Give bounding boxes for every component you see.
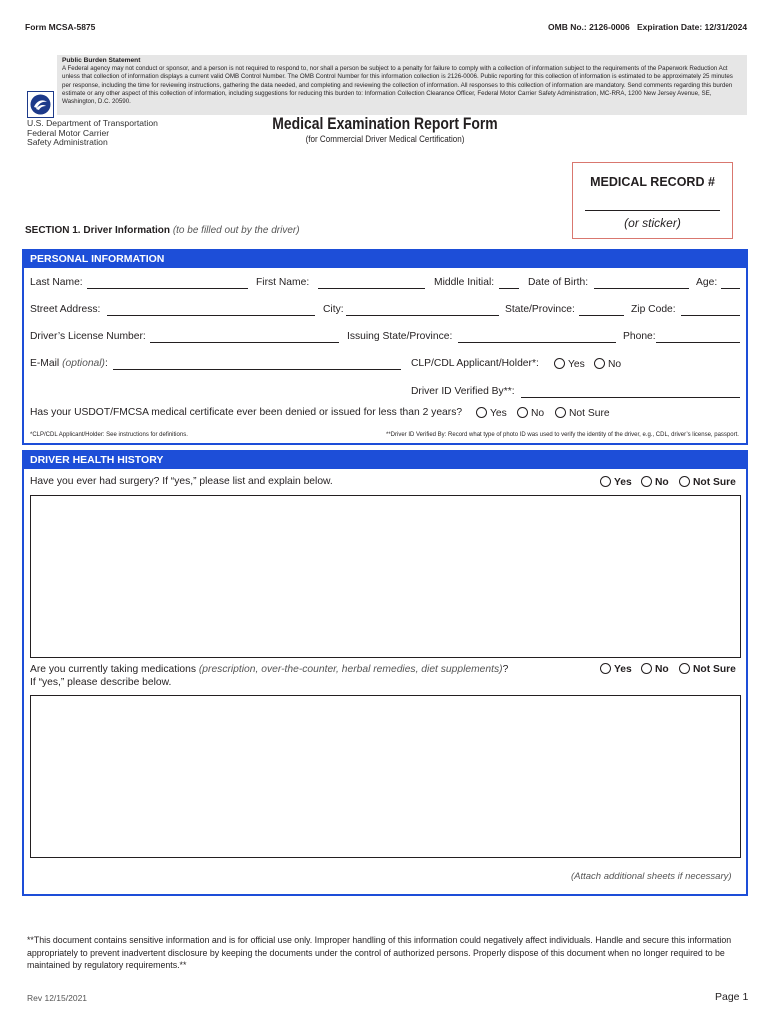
medications-not-sure-radio[interactable] (679, 663, 690, 674)
medications-yes-radio[interactable] (600, 663, 611, 674)
sticker-label: (or sticker) (624, 216, 681, 230)
medications-not-sure-label: Not Sure (693, 664, 736, 675)
medications-description-box[interactable] (30, 695, 741, 858)
denied-question: Has your USDOT/FMCSA medical certificate ever been denied or issued for less than 2 years? (30, 407, 463, 418)
agency-line-1: U.S. Department of Transportation (27, 118, 158, 128)
medications-not-sure-option[interactable] (679, 663, 736, 675)
surgery-yes-label: Yes (614, 477, 632, 488)
driver-health-history-heading: DRIVER HEALTH HISTORY (24, 452, 746, 469)
denied-no-label: No (531, 408, 545, 419)
zip-code-label: Zip Code: (631, 304, 676, 315)
surgery-not-sure-option[interactable] (679, 476, 736, 488)
denied-not-sure-option[interactable] (555, 407, 610, 419)
zip-code-field[interactable] (681, 315, 740, 316)
email-label (30, 358, 108, 369)
form-subtitle: (for Commercial Driver Medical Certification) (305, 134, 465, 145)
clp-no-radio[interactable] (594, 358, 605, 369)
date-of-birth-field[interactable] (594, 288, 689, 289)
license-number-label: Driver’s License Number: (30, 331, 146, 342)
clp-yes-option[interactable] (554, 358, 585, 370)
medications-no-label: No (655, 664, 669, 675)
surgery-no-label: No (655, 477, 669, 488)
clp-cdl-label: CLP/CDL Applicant/Holder*: (411, 358, 539, 369)
surgery-question: Have you ever had surgery? If “yes,” please list and explain below. (30, 476, 333, 487)
middle-initial-label: Middle Initial: (434, 277, 495, 288)
clp-no-label: No (608, 359, 622, 370)
city-field[interactable] (346, 315, 499, 316)
medications-no-option[interactable] (641, 663, 669, 675)
issuing-state-label: Issuing State/Province: (347, 331, 453, 342)
date-of-birth-label: Date of Birth: (528, 277, 589, 288)
form-title: Medical Examination Report Form (272, 114, 498, 133)
first-name-label: First Name: (256, 277, 310, 288)
driver-id-footnote: **Driver ID Verified By: Record what type of photo ID was used to verify the identity of the driver, e.g., CDL, driver’s license, passport. (386, 432, 739, 438)
surgery-yes-option[interactable] (600, 476, 632, 488)
clp-footnote: *CLP/CDL Applicant/Holder: See instructions for definitions. (30, 432, 188, 438)
medications-question-end: ? (502, 664, 509, 675)
email-optional-note: (optional) (62, 358, 105, 369)
surgery-not-sure-radio[interactable] (679, 476, 690, 487)
medical-record-field[interactable] (585, 210, 720, 211)
expiration-date: Expiration Date: 12/31/2024 (637, 22, 748, 32)
last-name-label: Last Name: (30, 277, 83, 288)
city-label: City: (323, 304, 344, 315)
medications-question-examples: (prescription, over-the-counter, herbal remedies, diet supplements) (198, 664, 503, 675)
phone-field[interactable] (656, 342, 740, 343)
clp-no-option[interactable] (594, 358, 621, 370)
first-name-field[interactable] (318, 288, 425, 289)
surgery-no-option[interactable] (641, 476, 669, 488)
last-name-field[interactable] (87, 288, 248, 289)
section-1-label: SECTION 1. Driver Information (25, 225, 171, 236)
surgery-explanation-box[interactable] (30, 495, 741, 658)
medications-question (30, 664, 508, 675)
denied-not-sure-radio[interactable] (555, 407, 566, 418)
age-field[interactable] (721, 288, 740, 289)
denied-not-sure-label: Not Sure (569, 408, 610, 419)
revision-date: Rev 12/15/2021 (27, 993, 88, 1003)
denied-yes-radio[interactable] (476, 407, 487, 418)
street-address-field[interactable] (107, 315, 315, 316)
license-number-field[interactable] (150, 342, 339, 343)
phone-label: Phone: (623, 331, 656, 342)
agency-line-2: Federal Motor Carrier (27, 127, 110, 138)
section-1-note: (to be filled out by the driver) (172, 225, 300, 236)
burden-title: Public Burden Statement (62, 57, 141, 64)
burden-statement (57, 55, 747, 115)
agency-name (27, 119, 158, 148)
medications-yes-option[interactable] (600, 663, 632, 675)
medical-record-label: MEDICAL RECORD # (590, 175, 715, 189)
personal-information-heading: PERSONAL INFORMATION (24, 251, 746, 268)
burden-text: A Federal agency may not conduct or sponsor, and a person is not required to respond to, nor shall a person be subject to a penalty for failure to comply with a collection of information subject to the requirements of the Paperwork Reduction Act unless that collection of information displays a current valid OMB Control Number. The OMB Control Number for this information collection is 2126-0006. Public reporting for this collection of information is estimated to be approximately 25 minutes per response, including the time for reviewing instructions, gathering the data needed, and completing and reviewing the collection of information. All responses to this collection of information are mandatory. Send comments regarding this burden estimate or any other aspect of this collection of information, including suggestions for reducing this burden to: Information Collection Clearance Officer, Federal Motor Carrier Safety Administration, MC-RRA, 1200 New Jersey Avenue, SE, Washington, D.C. 20590. (62, 65, 733, 106)
age-label: Age: (696, 277, 718, 288)
state-province-field[interactable] (579, 315, 624, 316)
surgery-no-radio[interactable] (641, 476, 652, 487)
sensitive-information-notice: **This document contains sensitive information and is for official use only. Improper handling of this information could negatively affect individuals. Handle and secure this information appropriately to prevent inadvertent disclosure by keeping the documents under the control of authorized persons. Properly dispose of this document when no longer required to be maintained by regulatory requirements.** (27, 935, 732, 970)
medications-no-radio[interactable] (641, 663, 652, 674)
middle-initial-field[interactable] (499, 288, 519, 289)
attach-sheets-note: (Attach additional sheets if necessary) (571, 871, 732, 882)
agency-line-3: Safety Administration (27, 137, 108, 147)
email-label-colon: : (105, 358, 108, 369)
denied-yes-option[interactable] (476, 407, 507, 419)
medications-yes-label: Yes (614, 664, 632, 675)
surgery-not-sure-label: Not Sure (693, 477, 736, 488)
denied-no-option[interactable] (517, 407, 544, 419)
street-address-label: Street Address: (30, 304, 101, 315)
medical-record-box (572, 162, 733, 239)
page-number: Page 1 (715, 991, 749, 1003)
section-1-heading (25, 225, 300, 236)
denied-yes-label: Yes (490, 408, 507, 419)
medications-question-text: Are you currently taking medications (30, 664, 196, 675)
denied-no-radio[interactable] (517, 407, 528, 418)
clp-yes-radio[interactable] (554, 358, 565, 369)
driver-id-label: Driver ID Verified By**: (411, 386, 515, 397)
omb-number: OMB No.: 2126-0006 (548, 22, 630, 32)
email-label-text: E-Mail (30, 358, 60, 369)
form-id: Form MCSA-5875 (25, 22, 96, 32)
medications-describe-prompt: If “yes,” please describe below. (30, 677, 172, 688)
state-province-label: State/Province: (505, 304, 575, 315)
driver-id-field[interactable] (521, 397, 740, 398)
issuing-state-field[interactable] (458, 342, 616, 343)
dot-logo-icon (27, 91, 54, 118)
surgery-yes-radio[interactable] (600, 476, 611, 487)
clp-yes-label: Yes (568, 359, 585, 370)
email-field[interactable] (113, 369, 401, 370)
